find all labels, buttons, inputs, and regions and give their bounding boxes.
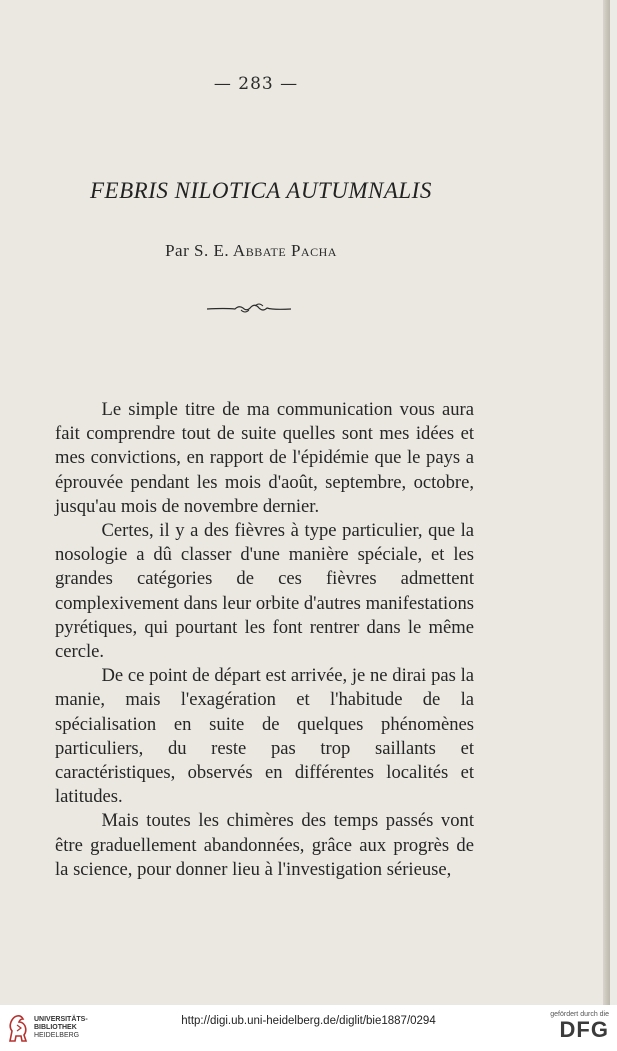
body-text [55,398,474,882]
page-edge [603,0,610,1005]
library-line-1: UNIVERSITÄTS- [34,1016,88,1023]
footer-bar [0,1005,617,1051]
dfg-logo: DFG [559,1017,609,1042]
article-title: FEBRIS NILOTICA AUTUMNALIS [90,178,432,203]
library-line-2: BIBLIOTHEK [34,1024,77,1031]
page-number: — 283 — [213,74,299,94]
library-line-3: HEIDELBERG [34,1032,80,1039]
author-prefix: Par [165,241,195,260]
author-name: S. E. Abbate Pacha [194,241,337,260]
paragraph-2: Certes, il y a des fièvres à type particulier, que la nosologie a dû classer d'une manière spéciale, et les grandes catégories de ces fièvres admettent complexivement dans leur orbite d'autres manifestations pyrétiques, qui pourtant les font rentrer dans le même cercle. [55,520,475,663]
paragraph-3: De ce point de départ est arrivée, je ne dirai pas la manie, mais l'exagération et l'habitude de la spécialisation en suite de quelques phénomènes particuliers, du reste pas trop saillants et caractéristiques, observés en différentes localités et latitudes. [55,665,474,808]
ornament-divider-icon [205,300,293,316]
paragraph-4: Mais toutes les chimères des temps passés vont être graduellement abandonnées, grâce aux progrès de la science, pour donner lieu à l'investigation sérieuse, [55,810,474,880]
author-line [0,241,502,261]
paragraph-1: Le simple titre de ma communication vous aura fait comprendre tout de suite quelles sont mes idées et mes convictions, en rapport de l'épidémie que le pays a éprouvée pendant les mois d'août, septembre, octobre, jusqu'au mois de novembre dernier. [55,399,474,517]
funder-caption: gefördert durch die [550,1011,609,1018]
permalink-url[interactable]: http://digi.ub.uni-heidelberg.de/diglit/bie1887/0294 [181,1015,436,1027]
funder-block[interactable] [550,1011,609,1042]
